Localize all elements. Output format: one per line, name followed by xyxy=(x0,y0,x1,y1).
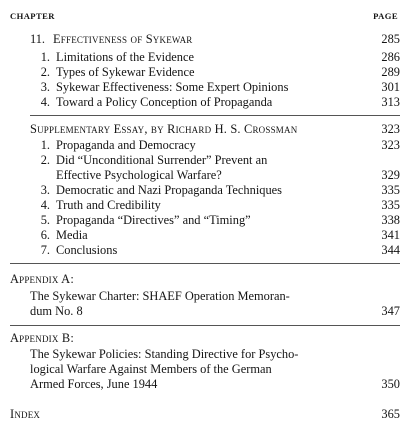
appendix-b-heading: Appendix B: xyxy=(10,331,74,345)
essay-title: Supplementary Essay, by Richard H. S. Crossman xyxy=(30,122,298,136)
entry-number: 3. xyxy=(40,80,50,94)
toc-entry xyxy=(30,198,161,212)
entry-label: Media xyxy=(56,228,88,242)
chapter-column-header: CHAPTER xyxy=(10,11,55,21)
entry-number: 6. xyxy=(40,228,50,242)
entry-number: 1. xyxy=(40,50,50,64)
entry-label: Toward a Policy Conception of Propaganda xyxy=(56,95,273,109)
entry-number: 4. xyxy=(40,95,50,109)
toc-entry xyxy=(30,213,251,227)
appendix-b-line-3: Armed Forces, June 1944 xyxy=(30,377,158,391)
entry-label: Sykewar Effectiveness: Some Expert Opinions xyxy=(56,80,289,94)
chapter-title-row xyxy=(30,32,193,46)
toc-entry xyxy=(30,65,194,79)
entry-page: 289 xyxy=(381,65,400,79)
entry-page: 329 xyxy=(381,168,400,182)
entry-label: Limitations of the Evidence xyxy=(56,50,194,64)
section-divider xyxy=(10,325,400,326)
entry-label: Truth and Credibility xyxy=(56,198,161,212)
entry-page: 335 xyxy=(381,198,400,212)
appendix-b-line-2: logical Warfare Against Members of the German xyxy=(30,362,272,376)
entry-number: 2. xyxy=(40,65,50,79)
toc-entry xyxy=(30,138,196,152)
entry-page: 335 xyxy=(381,183,400,197)
entry-page: 301 xyxy=(381,80,400,94)
entry-page: 344 xyxy=(381,243,400,257)
entry-label: Propaganda and Democracy xyxy=(56,138,196,152)
section-divider xyxy=(30,115,400,116)
essay-page: 323 xyxy=(381,122,400,136)
entry-number: 2. xyxy=(40,153,50,167)
entry-number: 5. xyxy=(40,213,50,227)
toc-entry xyxy=(30,243,117,257)
section-divider xyxy=(10,263,400,264)
toc-entry xyxy=(30,50,194,64)
entry-page: 286 xyxy=(381,50,400,64)
entry-label: Types of Sykewar Evidence xyxy=(56,65,195,79)
toc-entry xyxy=(30,80,288,94)
entry-label: Propaganda “Directives” and “Timing” xyxy=(56,213,251,227)
entry-number: 3. xyxy=(40,183,50,197)
toc-entry xyxy=(30,228,88,242)
chapter-title: Effectiveness of Sykewar xyxy=(53,32,193,46)
entry-number: 4. xyxy=(40,198,50,212)
entry-number: 1. xyxy=(40,138,50,152)
appendix-a-heading: Appendix A: xyxy=(10,272,74,286)
entry-page: 341 xyxy=(381,228,400,242)
entry-label-line-2: Effective Psychological Warfare? xyxy=(56,168,222,182)
entry-label: Conclusions xyxy=(56,243,118,257)
appendix-a-page: 347 xyxy=(381,304,400,318)
entry-number: 7. xyxy=(40,243,50,257)
entry-label: Democratic and Nazi Propaganda Techniques xyxy=(56,183,282,197)
appendix-b-line-1: The Sykewar Policies: Standing Directive for Psycho- xyxy=(30,347,299,361)
appendix-a-line-1: The Sykewar Charter: SHAEF Operation Memoran- xyxy=(30,289,290,303)
entry-page: 323 xyxy=(381,138,400,152)
entry-page: 338 xyxy=(381,213,400,227)
toc-entry xyxy=(30,183,282,197)
page-column-header: PAGE xyxy=(373,11,398,21)
toc-entry xyxy=(30,95,272,109)
entry-label-line-1: Did “Unconditional Surrender” Prevent an xyxy=(56,153,268,167)
index-page: 365 xyxy=(381,407,400,421)
toc-entry xyxy=(30,153,267,167)
entry-page: 313 xyxy=(381,95,400,109)
chapter-number: 11. xyxy=(30,32,46,46)
chapter-page: 285 xyxy=(381,32,400,46)
appendix-a-line-2: dum No. 8 xyxy=(30,304,83,318)
index-heading: Index xyxy=(10,407,41,421)
appendix-b-page: 350 xyxy=(381,377,400,391)
